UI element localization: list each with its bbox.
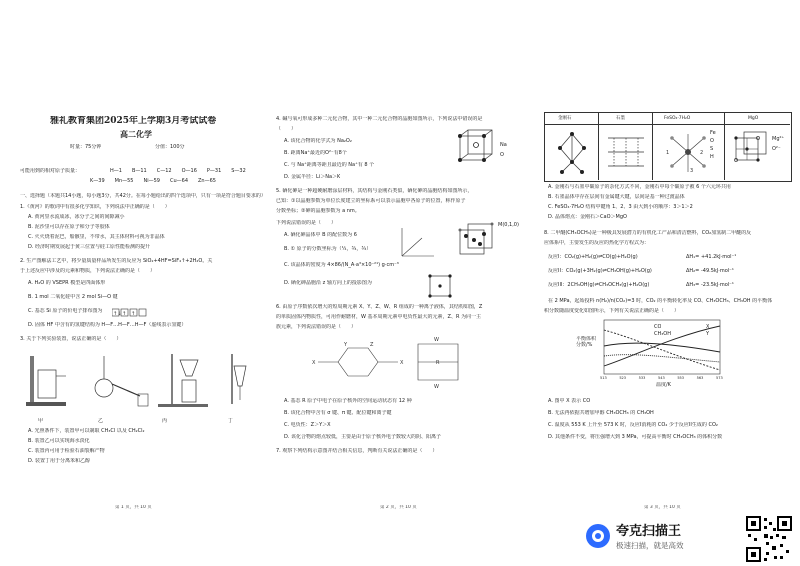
svg-text:Y: Y: [344, 342, 348, 348]
page-footer-3: 第 3 页，共 10 页: [644, 505, 681, 510]
fig-label-yi: 乙: [98, 418, 104, 424]
q4-option-c: C. 与 Na⁺距离等距且最近的 Na⁺有 8 个: [284, 162, 375, 168]
chart-x-tick: 543: [658, 376, 665, 380]
qr-code-icon: [746, 516, 792, 562]
q1-option-d: D. 经济时期发展起于黄三位置与硅工原性能检测的提升: [28, 244, 151, 250]
svg-text:R: R: [436, 360, 440, 366]
chart-x-label: 温度/K: [656, 382, 671, 388]
legend-fe: Fe: [710, 130, 716, 136]
q3-option-b: B. 装置乙可以实现海水淡化: [28, 438, 90, 444]
lab-apparatus-figure: [22, 346, 252, 420]
exam-score: 分值：100分: [155, 144, 185, 150]
chart-legend-ch3oh: CH₃OH: [654, 331, 671, 337]
q1-option-a: A. 黄河里水流成冰，冰分子之间的间隙减小: [28, 214, 125, 220]
fig-label-jia: 甲: [38, 418, 44, 424]
graphite-structure: [604, 130, 648, 180]
question-1: 1.《黄河》的歌词中有很多化学知识，下列说法中正确的是（ ）: [20, 204, 170, 210]
question-2-cont: 于上述反应中涉及的元素和物质，下列说法正确的是（ ）: [20, 268, 156, 274]
reaction-3-dh: ΔH₃= -23.5kJ·mol⁻¹: [686, 282, 734, 288]
page-3: [536, 0, 800, 520]
question-5: 5. 硒化砷是一种超硬耐磨涂层材料，其结构与金刚石类似，硒化砷的晶胞结构如图所示，: [276, 188, 473, 194]
legend-mg: Mg²⁺: [772, 136, 785, 142]
chart-y-label: 平衡体积分数/%: [576, 336, 596, 348]
q6-option-c: C. 电负性：Z＞Y＞X: [284, 422, 331, 428]
table-header-mgo: MgO: [748, 116, 759, 121]
q7-option-c: C. FeSO₄·7H₂O 结构中键角 1、2、3 由大到小的顺序：3＞1＞2: [548, 204, 693, 210]
q5-option-b: B. ① 原子的分数坐标为（¼，¾，¾）: [284, 246, 372, 252]
chart-legend-y: Y: [706, 331, 710, 337]
q1-option-b: B. 泥沙里可以存在原子和分子等胶体: [28, 224, 110, 230]
q8-option-c: C. 温度从 553 K 上升至 573 K 时，反应I消耗的 CO₂ 少于反应II生成的 CO₂: [548, 422, 718, 428]
mgo-structure: [732, 128, 772, 176]
fig-label-bing: 丙: [162, 418, 168, 424]
q4-option-a: A. 该化合物的化学式为 Na₂O₂: [284, 138, 352, 144]
question-4-cont: （ ）: [276, 126, 297, 132]
svg-text:1: 1: [666, 150, 670, 156]
q4-option-b: B. 距离Na⁺最近的O²⁻有8个: [284, 150, 347, 156]
curve-y: [604, 355, 720, 362]
chart-x-tick: 523: [619, 376, 627, 380]
q2-option-b: B. 1 mol 二氧化硅中含 2 mol Si—O 键: [28, 294, 118, 300]
chart-x-tick: 533: [638, 376, 646, 380]
reaction-3: 反应III：2CH₃OH(g)⇌CH₃OCH₃(g)+H₂O(g): [548, 282, 650, 288]
q7-option-a: A. 金刚石与石墨中碳原子的杂化方式不同，金刚石中每个碳原子被 6 个六元环共用: [548, 184, 731, 190]
svg-text:3: 3: [690, 168, 694, 174]
q5-option-a: A. 硒化砷晶体中 B 的配位数为 6: [284, 232, 357, 238]
svg-text:X: X: [312, 360, 316, 366]
ionic-liquid-structure: [308, 332, 478, 396]
page-1: [0, 0, 266, 520]
chart-x-tick: 563: [696, 376, 704, 380]
svg-text:X: X: [400, 360, 404, 366]
point-label: M(0,1,0): [498, 222, 519, 228]
q8-option-a: A. 图中 X 表示 CO: [548, 398, 591, 404]
q5-option-c: C. 该晶体的密度为 4×86/(N_A·a³×10⁻²¹) g·cm⁻³: [284, 262, 399, 268]
q2-option-d: D. 固体 HF 中含有的氢键结构为 H—F…H—F…H—F（虚线表示氢键）: [28, 322, 187, 328]
atomic-mass-row-2: K—39 Mn—55 Ni—59 Cu—64 Zn—65: [90, 178, 216, 184]
reaction-1-dh: ΔH₁= +41.2kJ·mol⁻¹: [686, 254, 737, 260]
scanner-watermark: [582, 514, 800, 566]
question-5-cont2: 分数坐标；②砷的晶胞参数为 a nm。: [276, 208, 360, 214]
table-header-diamond: 金刚石: [558, 116, 572, 121]
feso4-structure: [660, 128, 716, 180]
na2o2-cell-figure: [456, 126, 500, 170]
section-heading: 一、选择题（本题共14小题，每小题3分，共42分。在每小题给出的四个选项中，只有一项是符合题目要求的）: [20, 193, 266, 199]
reaction-2: 反应II：CO₂(g)+3H₂(g)⇌CH₃OH(g)+H₂O(g): [548, 268, 652, 274]
svg-text:Z: Z: [370, 342, 374, 348]
exam-time: 时量：75分钟: [70, 144, 102, 150]
legend-o-atom: O: [710, 138, 714, 144]
question-2: 2. 生产图解法工艺中，将少量质量样品所发生的反应为 SiO₂+4HF=SiF₄↑+2H₂O。关: [20, 258, 213, 264]
q3-option-a: A. 光照条件下，装置甲可以制取 CH₃Cl 以及 CH₂Cl₂: [28, 428, 145, 434]
chart-x-tick: 573: [716, 376, 723, 380]
question-3: 3. 关于下列实验装置，说法正确的是（ ）: [20, 336, 122, 342]
legend-o2: O²⁻: [772, 146, 781, 152]
chart-x-tick: 553: [677, 376, 685, 380]
chart-x-ticks: [600, 376, 723, 382]
reaction-1: 反应I：CO₂(g)+H₂(g)⇌CO(g)+H₂O(g): [548, 254, 638, 260]
chart-legend-x: X: [706, 324, 710, 330]
question-8-prompt: 积分数随温度变化如图所示，下列有关说法正确的是（ ）: [544, 308, 680, 314]
q6-option-d: D. 该化合物的熔点较低，主要是由于原子核外电子数较大的阴、阳离子: [284, 434, 442, 440]
question-5-prompt: 下列说法错误的是（ ）: [276, 220, 337, 226]
svg-text:W: W: [434, 384, 439, 390]
legend-na: Na: [500, 142, 507, 148]
diamond-structure: [552, 128, 592, 180]
question-6: 6. 由原子序数依次增大的短周期元素 X、Y、Z、W、R 组成的一种离子液体，其结构如图，Z: [276, 304, 483, 310]
q4-option-d: D. 金属半径：Li＞Na＞K: [284, 174, 341, 180]
question-8: 8. 二甲醚(CH₃OCH₃)是一种极具发展潜力的有机化工产品和清洁燃料，CO₂加氢制二甲醚的反: [544, 230, 752, 236]
reaction-2-dh: ΔH₂= -49.5kJ·mol⁻¹: [686, 268, 734, 274]
q8-option-b: B. 无法再依据共增加甲醇 CH₃OCH₃ 的 CH₃OH: [548, 410, 654, 416]
question-8-cond: 在 2 MPa，起始投料 n(H₂)/n(CO₂)=3 时，CO₂ 的平衡转化率及 CO、CH₃OCH₃、CH₃OH 的平衡体: [548, 298, 773, 304]
question-7: 7. 观察下列结构示意图并结合相关信息，判断有关说法正确的是（ ）: [276, 448, 438, 454]
crystal-cell-figure: [456, 222, 496, 262]
legend-o: O: [500, 152, 504, 158]
q2-option-a: A. H₂O 的 VSEPR 模型是四面体形: [28, 280, 106, 286]
page-footer-2: 第 2 页，共 10 页: [380, 505, 417, 510]
projection-figure: [428, 274, 454, 302]
question-6-cont1: 的单质固体内物质性，可用作耐磨材，W 基本周期元素中电负性最大的元素，Z、R 为同一主: [276, 314, 482, 320]
curve-x: [604, 343, 720, 352]
chart-x-tick: 513: [600, 376, 607, 380]
q5-option-d: D. 硒化砷晶胞沿 z 轴方向上的投影图为: [284, 280, 372, 286]
brand-name: 夸克扫描王: [616, 524, 682, 539]
q3-option-d: D. 装置丁用于分离苯和乙醇: [28, 458, 91, 464]
atomic-mass-note: 可能用到的相对原子质量：: [20, 168, 81, 174]
q2-option-c: C. 基态 Si 原子的价电子排布图为: [28, 308, 103, 314]
q7-option-b: B. 石墨晶体中存在层间有金属键大键，层间是基一种过渡晶体: [548, 194, 685, 200]
question-5-cont1: 已知：①以晶胞参数为单位长度建立的坐标系可以表示晶胞中各原子的位置，称作原子: [276, 198, 466, 204]
atomic-mass-row-1: H—1 B—11 C—12 O—16 P—31 S—32: [110, 168, 246, 174]
svg-text:W: W: [434, 337, 439, 343]
chart-legend-co: CO: [654, 324, 662, 330]
fig-label-ding: 丁: [228, 418, 234, 424]
q6-option-b: B. 该化合物中含有 σ 键、π 键、配位键和离子键: [284, 410, 392, 416]
svg-text:2: 2: [700, 150, 704, 156]
question-6-cont2: 族元素，下列说法错误的是（ ）: [276, 324, 357, 330]
legend-h: H: [710, 154, 714, 160]
axes-figure: [396, 226, 436, 264]
page-2: [268, 0, 534, 520]
q8-option-d: D. 其他条件不变，将压强增大到 3 MPa，可提高平衡时 CH₃OCH₃ 的体积分数: [548, 434, 723, 440]
q7-option-d: D. 晶体熔点：金刚石＞CaO＞MgO: [548, 214, 627, 220]
exam-subject: 高二化学: [120, 130, 152, 139]
table-header-graphite: 石墨: [616, 116, 625, 121]
brand-slogan: 极速扫描，就是高效: [616, 541, 684, 550]
svg-text:↑: ↑: [122, 311, 127, 317]
page-footer-1: 第 1 页，共 10 页: [115, 505, 152, 510]
orbital-diagram: [112, 303, 148, 322]
svg-text:↑: ↑: [131, 311, 136, 317]
question-4: 4. 碱与氧可形成多种二元化合物，其中一种二元化合物的晶胞如图所示，下列说法中错误的是: [276, 116, 483, 122]
table-header-feso4: FeSO₄·7H₂O: [664, 116, 691, 121]
quark-logo-icon: [586, 524, 610, 548]
q1-option-c: C. 火火烧着泥巴，船骸里，不带水，其主体材料可视为非晶体: [28, 234, 165, 240]
q6-option-a: A. 基态 R 原子中电子在原子核外的空间运动状态有 12 种: [284, 398, 412, 404]
exam-title: 雅礼教育集团2025年上学期3月考试试卷: [50, 116, 217, 126]
q3-option-c: C. 装置丙可用于检验石油裂解产物: [28, 448, 105, 454]
svg-text:↑↓: ↑↓: [113, 311, 122, 317]
question-8-cont: 应体系中，主要发生的反应的热化学方程式为：: [544, 240, 650, 246]
legend-s: S: [710, 146, 714, 152]
